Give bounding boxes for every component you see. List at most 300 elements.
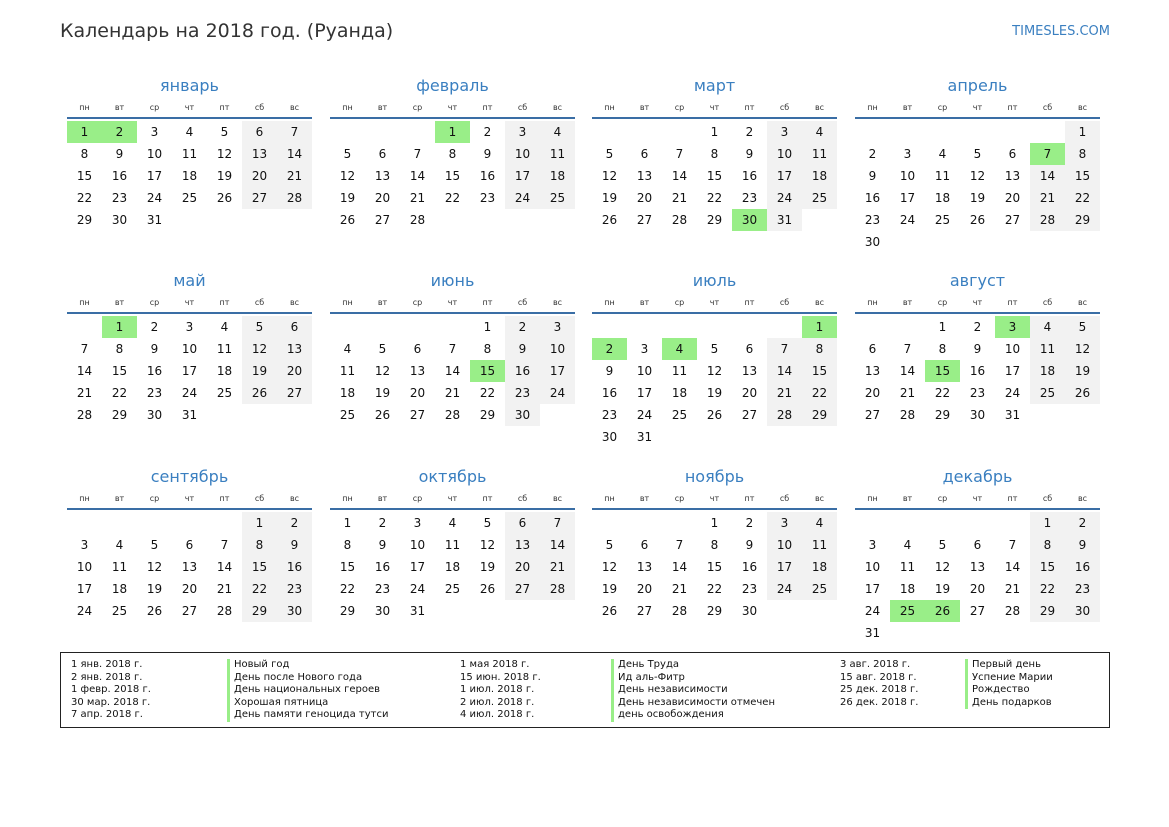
month-name: август (949, 271, 1006, 290)
day-cell: 15 (802, 360, 837, 382)
day-cell: 29 (934, 408, 951, 422)
weekday-label: ср (674, 103, 685, 112)
week-row (855, 600, 1100, 622)
day-cell: 4 (662, 338, 697, 360)
empty-day-cell (995, 512, 1030, 534)
day-cell: 16 (1065, 556, 1100, 578)
week-row (67, 360, 312, 382)
day-cell: 4 (903, 538, 912, 552)
week-row (855, 382, 1100, 404)
day-cell: 17 (181, 364, 198, 378)
day-cell: 26 (146, 604, 163, 618)
day-cell: 20 (636, 582, 653, 596)
day-cell: 14 (671, 560, 688, 574)
day-cell: 14 (540, 534, 575, 556)
day-cell: 21 (409, 191, 426, 205)
day-cell: 11 (934, 169, 951, 183)
day-cell: 12 (146, 560, 163, 574)
day-cell: 24 (76, 604, 93, 618)
day-cell: 8 (242, 534, 277, 556)
day-cell: 23 (111, 191, 128, 205)
week-row (592, 578, 837, 600)
day-cell: 13 (969, 560, 986, 574)
weekday-label: сб (254, 298, 265, 307)
empty-day-cell (662, 121, 697, 143)
empty-day-cell (855, 512, 890, 534)
day-cell: 11 (216, 342, 233, 356)
weekday-label: чт (972, 298, 983, 307)
week-row (330, 165, 575, 187)
week-row (330, 360, 575, 382)
weekday-label: пт (482, 494, 493, 503)
weekday-label: пн (867, 103, 878, 112)
weekday-label: пт (219, 494, 230, 503)
week-row (855, 578, 1100, 600)
day-cell: 17 (540, 360, 575, 382)
legend-holiday-name: День национальных героев (227, 684, 388, 697)
day-cell: 19 (374, 386, 391, 400)
weekday-label: вс (289, 103, 300, 112)
day-cell: 11 (802, 143, 837, 165)
weekday-label: чт (184, 494, 195, 503)
day-cell: 26 (601, 213, 618, 227)
day-cell: 28 (76, 408, 93, 422)
day-cell: 8 (710, 538, 719, 552)
legend-holiday-name: День независимости (611, 684, 775, 697)
day-cell: 9 (115, 147, 124, 161)
weekday-label: вт (114, 494, 125, 503)
empty-day-cell (102, 512, 137, 534)
empty-day-cell (627, 121, 662, 143)
day-cell: 21 (671, 191, 688, 205)
legend-date: 15 июн. 2018 г. (460, 671, 541, 683)
week-row (330, 382, 575, 404)
week-row (330, 512, 575, 534)
day-cell: 17 (767, 165, 802, 187)
day-cell: 9 (973, 342, 982, 356)
day-cell: 16 (374, 560, 391, 574)
day-cell: 14 (277, 143, 312, 165)
weekday-label: пн (342, 298, 353, 307)
legend-dates-1 (71, 659, 151, 722)
week-row (592, 121, 837, 143)
day-cell: 10 (864, 560, 881, 574)
weekday-label: пт (1007, 103, 1018, 112)
month-calendar (855, 270, 1100, 426)
day-cell: 5 (242, 316, 277, 338)
weekday-label: пт (1007, 298, 1018, 307)
weekday-label: вс (552, 103, 563, 112)
day-cell: 18 (934, 191, 951, 205)
weekday-label: чт (709, 298, 720, 307)
day-cell: 6 (640, 147, 649, 161)
day-cell: 30 (374, 604, 391, 618)
day-cell: 23 (479, 191, 496, 205)
day-cell: 8 (448, 147, 457, 161)
day-cell: 10 (636, 364, 653, 378)
day-cell: 28 (277, 187, 312, 209)
day-cell: 21 (767, 382, 802, 404)
day-cell: 3 (767, 121, 802, 143)
day-cell: 12 (479, 538, 496, 552)
day-cell: 27 (741, 408, 758, 422)
day-cell: 7 (80, 342, 89, 356)
empty-day-cell (435, 316, 470, 338)
weekday-header (592, 99, 837, 119)
weekday-label: чт (447, 103, 458, 112)
weekday-label: пн (604, 103, 615, 112)
day-cell: 19 (1065, 360, 1100, 382)
day-cell: 14 (444, 364, 461, 378)
day-cell: 11 (540, 143, 575, 165)
day-cell: 30 (741, 604, 758, 618)
day-cell: 2 (483, 125, 492, 139)
day-cell: 30 (969, 408, 986, 422)
day-cell: 24 (1004, 386, 1021, 400)
day-cell: 13 (374, 169, 391, 183)
weekday-label: вс (289, 298, 300, 307)
weekday-header (330, 99, 575, 119)
weekday-label: сб (779, 298, 790, 307)
day-cell: 13 (741, 364, 758, 378)
day-cell: 22 (444, 191, 461, 205)
weekday-header (592, 294, 837, 314)
day-cell: 29 (802, 404, 837, 426)
weekday-label: сб (1042, 298, 1053, 307)
day-cell: 25 (181, 191, 198, 205)
week-row (592, 143, 837, 165)
day-cell: 4 (540, 121, 575, 143)
week-row (67, 578, 312, 600)
day-cell: 12 (706, 364, 723, 378)
day-cell: 7 (675, 147, 684, 161)
day-cell: 21 (76, 386, 93, 400)
day-cell: 16 (864, 191, 881, 205)
day-cell: 5 (378, 342, 387, 356)
week-row (855, 556, 1100, 578)
day-cell: 26 (216, 191, 233, 205)
day-cell: 26 (706, 408, 723, 422)
month-name: июль (692, 271, 737, 290)
day-cell: 8 (802, 338, 837, 360)
day-cell: 15 (76, 169, 93, 183)
day-cell: 6 (413, 342, 422, 356)
weekday-header (330, 294, 575, 314)
day-cell: 1 (802, 316, 837, 338)
weekday-label: ср (412, 494, 423, 503)
day-cell: 18 (802, 556, 837, 578)
day-cell: 17 (767, 556, 802, 578)
holiday-legend (60, 652, 1110, 728)
legend-names-2 (611, 659, 775, 722)
day-cell: 21 (540, 556, 575, 578)
day-cell: 24 (767, 187, 802, 209)
legend-holiday-name: Ид аль-Фитр (611, 672, 775, 685)
week-row (855, 360, 1100, 382)
week-row (855, 512, 1100, 534)
day-cell: 25 (339, 408, 356, 422)
day-cell: 24 (767, 578, 802, 600)
day-cell: 25 (802, 578, 837, 600)
day-cell: 22 (706, 191, 723, 205)
day-cell: 22 (934, 386, 951, 400)
legend-holiday-name: Новый год (227, 659, 388, 672)
day-cell: 14 (899, 364, 916, 378)
day-cell: 19 (339, 191, 356, 205)
empty-day-cell (400, 316, 435, 338)
day-cell: 8 (343, 538, 352, 552)
weekday-label: пн (867, 494, 878, 503)
day-cell: 31 (767, 209, 802, 231)
day-cell: 29 (706, 604, 723, 618)
day-cell: 19 (969, 191, 986, 205)
empty-day-cell (662, 316, 697, 338)
day-cell: 9 (483, 147, 492, 161)
day-cell: 3 (868, 538, 877, 552)
day-cell: 20 (242, 165, 277, 187)
day-cell: 2 (592, 338, 627, 360)
day-cell: 25 (111, 604, 128, 618)
legend-holiday-name: День после Нового года (227, 672, 388, 685)
day-cell: 17 (636, 386, 653, 400)
day-cell: 29 (111, 408, 128, 422)
day-cell: 16 (505, 360, 540, 382)
day-cell: 9 (745, 538, 754, 552)
day-cell: 3 (903, 147, 912, 161)
week-row (330, 209, 575, 231)
day-cell: 9 (868, 169, 877, 183)
week-row (67, 187, 312, 209)
day-cell: 8 (115, 342, 124, 356)
day-cell: 18 (1030, 360, 1065, 382)
day-cell: 29 (479, 408, 496, 422)
week-row (330, 556, 575, 578)
weekday-label: пт (219, 103, 230, 112)
empty-day-cell (995, 121, 1030, 143)
day-cell: 30 (505, 404, 540, 426)
day-cell: 18 (671, 386, 688, 400)
week-row (67, 512, 312, 534)
day-cell: 23 (864, 213, 881, 227)
day-cell: 13 (409, 364, 426, 378)
empty-day-cell (400, 121, 435, 143)
day-cell: 22 (706, 582, 723, 596)
week-row (67, 143, 312, 165)
day-cell: 3 (413, 516, 422, 530)
day-cell: 19 (706, 386, 723, 400)
day-cell: 25 (216, 386, 233, 400)
day-cell: 15 (706, 169, 723, 183)
empty-day-cell (330, 316, 365, 338)
day-cell: 11 (1030, 338, 1065, 360)
empty-day-cell (855, 121, 890, 143)
weekday-label: вт (902, 103, 913, 112)
day-cell: 15 (444, 169, 461, 183)
empty-day-cell (890, 316, 925, 338)
day-cell: 14 (76, 364, 93, 378)
day-cell: 20 (374, 191, 391, 205)
day-cell: 26 (374, 408, 391, 422)
week-row (330, 404, 575, 426)
weekday-label: ср (412, 103, 423, 112)
day-cell: 24 (864, 604, 881, 618)
day-cell: 5 (483, 516, 492, 530)
weekday-label: чт (709, 103, 720, 112)
month-calendar (67, 270, 312, 426)
empty-day-cell (662, 512, 697, 534)
day-cell: 11 (671, 364, 688, 378)
day-cell: 1 (102, 316, 137, 338)
day-cell: 15 (1030, 556, 1065, 578)
day-cell: 3 (185, 320, 194, 334)
day-cell: 6 (868, 342, 877, 356)
day-cell: 27 (636, 604, 653, 618)
day-cell: 26 (339, 213, 356, 227)
day-cell: 20 (1004, 191, 1021, 205)
day-cell: 28 (540, 578, 575, 600)
weekday-label: пт (744, 494, 755, 503)
month-calendar (67, 75, 312, 231)
day-cell: 24 (181, 386, 198, 400)
day-cell: 18 (216, 364, 233, 378)
week-row (67, 404, 312, 426)
day-cell: 1 (710, 125, 719, 139)
day-cell: 20 (636, 191, 653, 205)
day-cell: 19 (242, 360, 277, 382)
legend-holiday-name: День подарков (965, 697, 1053, 710)
empty-day-cell (960, 512, 995, 534)
day-cell: 26 (925, 600, 960, 622)
week-row (855, 143, 1100, 165)
empty-day-cell (767, 316, 802, 338)
legend-date: 25 дек. 2018 г. (840, 684, 919, 696)
day-cell: 25 (671, 408, 688, 422)
day-cell: 4 (448, 516, 457, 530)
day-cell: 28 (216, 604, 233, 618)
empty-day-cell (330, 121, 365, 143)
day-cell: 26 (1065, 382, 1100, 404)
weekday-label: чт (447, 494, 458, 503)
day-cell: 13 (277, 338, 312, 360)
month-calendar (592, 466, 837, 622)
day-cell: 15 (1065, 165, 1100, 187)
legend-date: 4 июл. 2018 г. (460, 709, 535, 721)
week-row (67, 338, 312, 360)
empty-day-cell (732, 316, 767, 338)
site-link[interactable]: TIMESLES.COM (1012, 24, 1110, 39)
day-cell: 5 (605, 147, 614, 161)
day-cell: 9 (378, 538, 387, 552)
weekday-label: ср (149, 103, 160, 112)
weekday-label: вт (377, 298, 388, 307)
day-cell: 22 (339, 582, 356, 596)
week-row (330, 121, 575, 143)
day-cell: 28 (671, 213, 688, 227)
week-row (855, 404, 1100, 426)
week-row (330, 143, 575, 165)
day-cell: 22 (479, 386, 496, 400)
day-cell: 3 (540, 316, 575, 338)
day-cell: 29 (1030, 600, 1065, 622)
week-row (67, 165, 312, 187)
day-cell: 16 (969, 364, 986, 378)
week-row (67, 534, 312, 556)
weekday-header (330, 490, 575, 510)
day-cell: 5 (605, 538, 614, 552)
day-cell: 27 (242, 187, 277, 209)
day-cell: 7 (540, 512, 575, 534)
day-cell: 24 (505, 187, 540, 209)
weekday-label: ср (937, 494, 948, 503)
weekday-label: вт (114, 103, 125, 112)
day-cell: 23 (374, 582, 391, 596)
day-cell: 19 (479, 560, 496, 574)
day-cell: 20 (505, 556, 540, 578)
day-cell: 28 (1004, 604, 1021, 618)
weekday-label: сб (254, 103, 265, 112)
weekday-label: вс (814, 103, 825, 112)
empty-day-cell (137, 512, 172, 534)
day-cell: 22 (242, 578, 277, 600)
day-cell: 8 (80, 147, 89, 161)
month-name: октябрь (418, 467, 487, 486)
day-cell: 13 (864, 364, 881, 378)
week-row (592, 556, 837, 578)
day-cell: 6 (185, 538, 194, 552)
day-cell: 23 (969, 386, 986, 400)
legend-date: 30 мар. 2018 г. (71, 696, 151, 708)
month-calendar (855, 75, 1100, 253)
day-cell: 22 (111, 386, 128, 400)
week-row (330, 338, 575, 360)
weekday-label: пт (219, 298, 230, 307)
week-row (330, 578, 575, 600)
weekday-label: чт (447, 298, 458, 307)
day-cell: 11 (111, 560, 128, 574)
day-cell: 9 (1065, 534, 1100, 556)
week-row (330, 600, 575, 622)
empty-day-cell (627, 316, 662, 338)
day-cell: 31 (1004, 408, 1021, 422)
weekday-label: вс (814, 494, 825, 503)
empty-day-cell (592, 316, 627, 338)
day-cell: 3 (80, 538, 89, 552)
day-cell: 23 (277, 578, 312, 600)
day-cell: 5 (710, 342, 719, 356)
day-cell: 30 (146, 408, 163, 422)
weekday-label: сб (254, 494, 265, 503)
day-cell: 27 (1004, 213, 1021, 227)
day-cell: 17 (1004, 364, 1021, 378)
day-cell: 11 (444, 538, 461, 552)
day-cell: 8 (938, 342, 947, 356)
weekday-label: вс (1077, 103, 1088, 112)
legend-date: 1 мая 2018 г. (460, 659, 530, 670)
day-cell: 23 (1065, 578, 1100, 600)
weekday-label: вс (289, 494, 300, 503)
weekday-label: пт (482, 298, 493, 307)
day-cell: 13 (636, 560, 653, 574)
day-cell: 1 (1065, 121, 1100, 143)
day-cell: 17 (505, 165, 540, 187)
day-cell: 26 (479, 582, 496, 596)
legend-date: 1 февр. 2018 г. (71, 684, 151, 696)
week-row (592, 512, 837, 534)
day-cell: 7 (413, 147, 422, 161)
day-cell: 30 (1065, 600, 1100, 622)
day-cell: 15 (339, 560, 356, 574)
day-cell: 1 (938, 320, 947, 334)
